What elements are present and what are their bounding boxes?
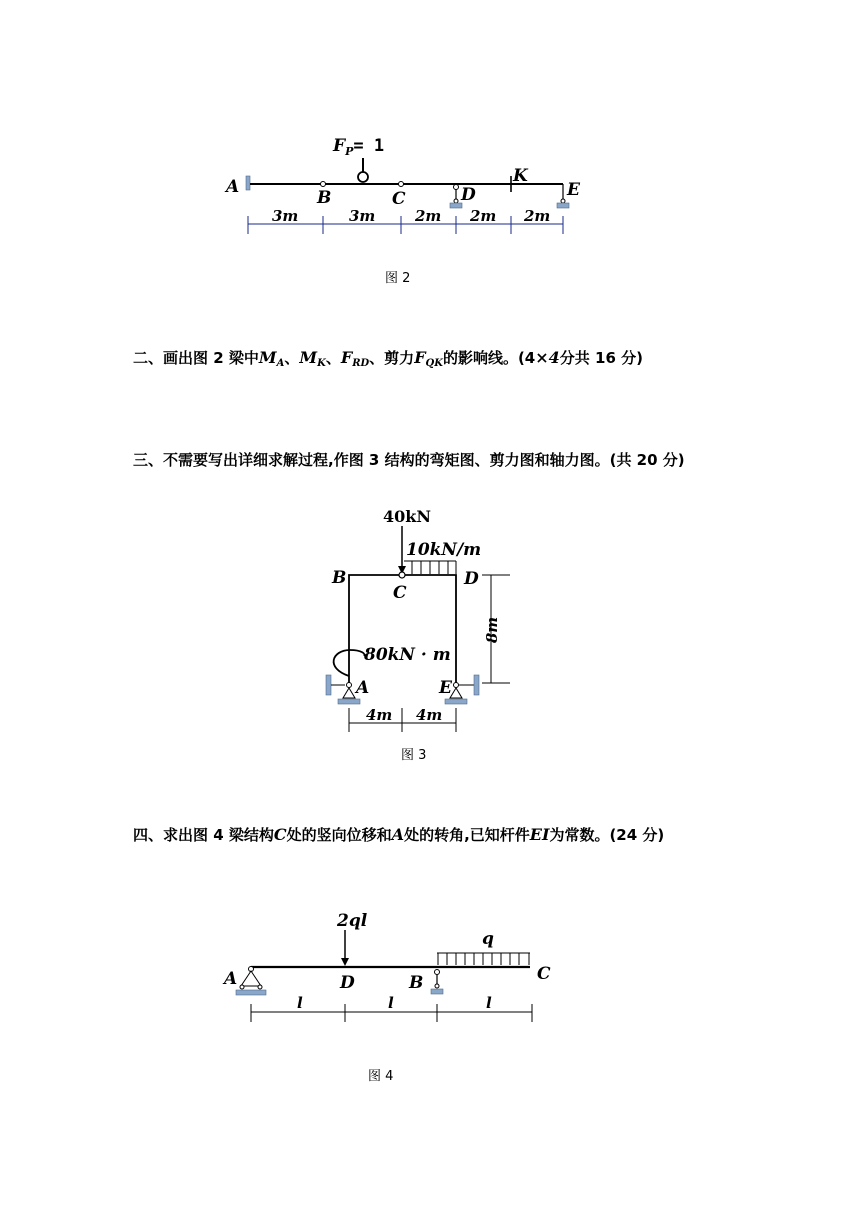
fig3-label-B: B (332, 568, 347, 588)
fig3-moment-label: 80kN · m (364, 645, 451, 665)
figure-3 (0, 490, 865, 750)
fig4-caption: 图 4 (368, 1069, 394, 1084)
question-3: 三、不需要写出详细求解过程,作图 3 结构的弯矩图、剪力图和轴力图。(共 20 分) (133, 451, 685, 469)
fig3-point-load-label: 40kN (383, 507, 431, 526)
fig3-height-label: 8m (483, 616, 501, 644)
fig4-dist-load-arrows (437, 953, 530, 965)
q2-mk: MK (299, 348, 326, 369)
fig2-label-K: K (513, 166, 528, 186)
fig2-dim-4: 2m (470, 207, 497, 225)
fig3-caption: 图 3 (401, 748, 427, 763)
fig2-fixed-support-A (246, 176, 250, 190)
fig4-support-B (431, 970, 443, 995)
q2-ma: MA (258, 348, 285, 369)
q4-ei: EI (529, 825, 550, 844)
fig4-label-A: A (224, 969, 238, 989)
fig4-dim-2: l (388, 994, 394, 1012)
fig2-label-B: B (317, 188, 332, 208)
fig3-hinge-C (399, 572, 405, 578)
fig2-dim-1: 3m (272, 207, 299, 225)
q2-times: × (535, 348, 549, 367)
fig2-hinge-B (321, 182, 326, 187)
fig3-label-E: E (439, 678, 452, 698)
fig2-label-A: A (226, 177, 240, 197)
fig2-dim-3: 2m (415, 207, 442, 225)
fig4-dim-3: l (486, 994, 492, 1012)
fig2-caption: 图 2 (385, 271, 411, 286)
fig4-label-D: D (340, 973, 355, 993)
fig3-dim-1: 4m (366, 706, 393, 724)
fig4-dim-1: l (297, 994, 303, 1012)
question-2: 二、画出图 2 梁中MA、MK、FRD、剪力FQK的影响线。(4×4分共 16 分) (133, 348, 643, 369)
fig3-dist-load-label: 10kN/m (406, 540, 482, 560)
fig3-support-A (326, 675, 360, 704)
fig2-label-E: E (567, 180, 580, 200)
question-4: 四、求出图 4 梁结构C处的竖向位移和A处的转角,已知杆件EI为常数。(24 分) (133, 825, 665, 844)
fig2-dim-5: 2m (524, 207, 551, 225)
q2-prefix: 二、画出图 2 梁中 (133, 349, 259, 367)
fig3-dist-load-arrows (404, 561, 456, 574)
q4-point-c: C (273, 825, 287, 844)
fig2-label-C: C (392, 189, 406, 209)
fig2-hinge-C (399, 182, 404, 187)
q2-frd: FRD (340, 348, 370, 369)
fig2-load-label: $F_P= 1$ (333, 136, 385, 158)
fig4-point-load-label: 2ql (337, 911, 368, 931)
fig3-label-D: D (464, 569, 479, 589)
fig2-load-roller (358, 172, 368, 182)
fig4-dist-load-label: q (482, 929, 494, 949)
fig3-dim-2: 4m (416, 706, 443, 724)
fig4-label-C: C (537, 964, 551, 984)
fig4-support-A (236, 967, 266, 996)
q4-point-a: A (391, 825, 405, 844)
fig3-label-A: A (356, 678, 370, 698)
fig4-label-B: B (409, 973, 424, 993)
q2-fqk: FQK (414, 348, 443, 369)
fig2-label-D: D (461, 185, 476, 205)
figure-4 (0, 900, 865, 1040)
figure-2 (0, 0, 865, 300)
fig3-label-C: C (393, 583, 407, 603)
fig2-dim-2: 3m (349, 207, 376, 225)
